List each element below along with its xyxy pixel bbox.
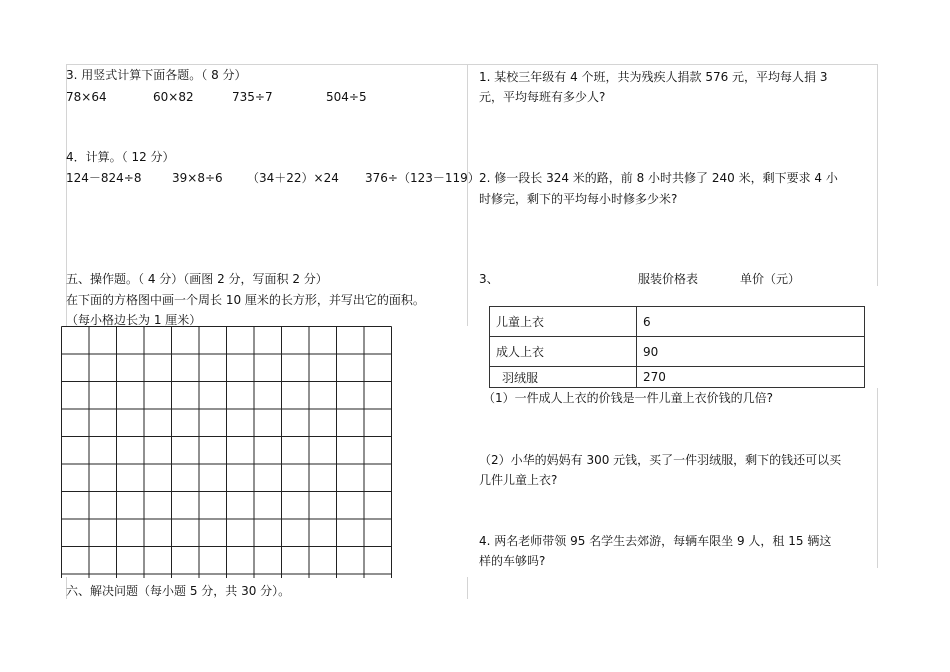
table-cell-price: 90: [637, 337, 865, 367]
price-table-unit: 单价（元）: [740, 272, 801, 286]
frame-line-right-lower: [877, 388, 878, 568]
problem-2-line-2: 时修完，剩下的平均每小时修多少米?: [479, 192, 678, 206]
table-cell-item: 羽绒服: [490, 367, 637, 388]
frame-line-top: [66, 64, 878, 65]
problem-4-line-1: 4. 两名老师带领 95 名学生去郊游，每辆车限坐 9 人，租 15 辆这: [479, 534, 832, 548]
q3-item-3: 735÷7: [232, 90, 273, 104]
problem-1-line-2: 元，平均每班有多少人?: [479, 90, 606, 104]
problem-2-line-1: 2. 修一段长 324 米的路，前 8 小时共修了 240 米，剩下要求 4 小: [479, 171, 838, 185]
question-3-title: 3. 用竖式计算下面各题。（ 8 分）: [66, 68, 247, 82]
q3-item-4: 504÷5: [326, 90, 367, 104]
problem-3-question-1: （1）一件成人上衣的价钱是一件儿童上衣价钱的几倍?: [483, 391, 774, 405]
table-cell-item: 成人上衣: [490, 337, 637, 367]
question-4-title: 4．计算。（ 12 分）: [66, 150, 175, 164]
q3-item-1: 78×64: [66, 90, 107, 104]
square-grid: [61, 326, 393, 578]
problem-4-line-2: 样的车够吗?: [479, 554, 546, 568]
table-cell-price: 6: [637, 307, 865, 337]
table-row: [490, 337, 865, 367]
q4-item-3: （34＋22）×24: [247, 171, 339, 185]
problem-3-question-2-line-1: （2）小华的妈妈有 300 元钱，买了一件羽绒服，剩下的钱还可以买: [479, 453, 842, 467]
price-table-title: 服装价格表: [638, 272, 699, 286]
price-table: [489, 306, 865, 388]
problem-3-question-2-line-2: 几件儿童上衣?: [479, 473, 558, 487]
q3-item-2: 60×82: [153, 90, 194, 104]
problem-3-number: 3、: [479, 272, 499, 286]
section-5-title: 五、操作题。（ 4 分）（画图 2 分，写面积 2 分）: [66, 272, 328, 286]
problem-1-line-1: 1. 某校三年级有 4 个班，共为残疾人捐款 576 元，平均每人捐 3: [479, 70, 828, 84]
frame-line-middle: [467, 64, 468, 326]
section-6-title: 六、解决问题（每小题 5 分，共 30 分）。: [66, 584, 291, 598]
q4-item-1: 124－824÷8: [66, 171, 142, 185]
frame-line-right: [877, 64, 878, 286]
q4-item-4: 376÷（123－119）: [365, 171, 480, 185]
table-cell-price: 270: [637, 367, 865, 388]
table-cell-item: 儿童上衣: [490, 307, 637, 337]
q4-item-2: 39×8÷6: [172, 171, 223, 185]
section-5-note: （每小格边长为 1 厘米）: [66, 313, 202, 327]
frame-line-middle-lower: [467, 577, 468, 599]
section-5-instruction: 在下面的方格图中画一个周长 10 厘米的长方形，并写出它的面积。: [66, 293, 425, 307]
table-row: [490, 367, 865, 388]
table-row: [490, 307, 865, 337]
